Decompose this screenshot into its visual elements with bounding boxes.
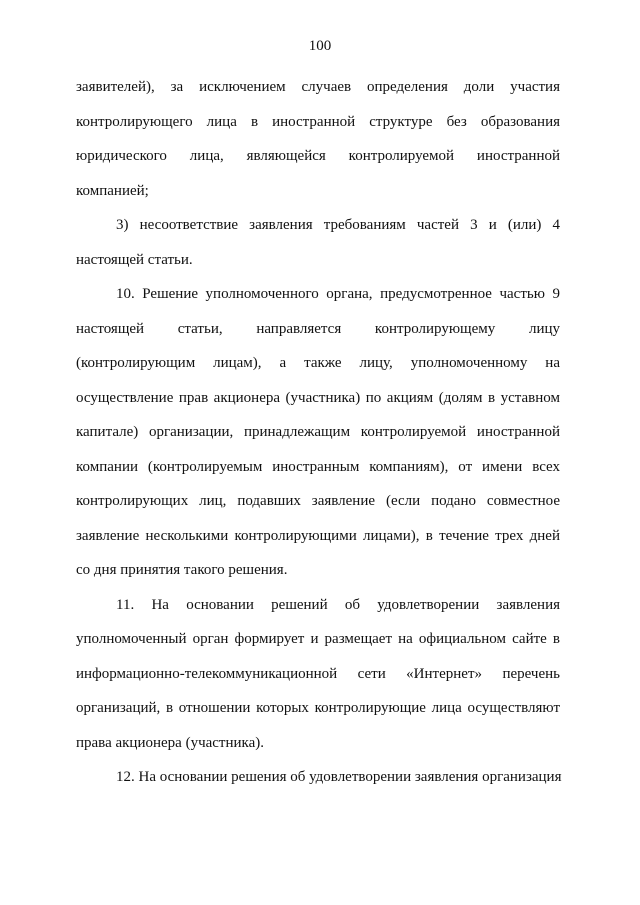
text-line: компанией; <box>76 182 149 199</box>
text-line: компании (контролируемым иностранным компаниям), от имени всех <box>76 458 560 475</box>
text-line: капитале) организации, принадлежащим контролируемой иностранной <box>76 424 560 440</box>
paragraph-item-3 <box>76 208 560 277</box>
text-line: 11. На основании решений об удовлетворении заявления <box>116 596 560 613</box>
text-line: осуществление прав акционера (участника) по акциям (долям в уставном <box>76 389 560 406</box>
text-line: заявление несколькими контролирующими лицами), в течение трех дней <box>76 527 560 544</box>
text-line: настоящей статьи. <box>76 251 193 268</box>
document-body <box>76 70 560 795</box>
paragraph-continuation <box>76 70 560 208</box>
paragraph-section-10 <box>76 277 560 588</box>
paragraph-section-12 <box>76 760 560 795</box>
text-line: 12. На основании решения об удовлетворении заявления организация <box>116 769 562 785</box>
text-line: уполномоченный орган формирует и размещает на официальном сайте в <box>76 631 560 647</box>
paragraph-section-11 <box>76 588 560 761</box>
text-line: контролирующего лица в иностранной структуре без образования <box>76 113 560 130</box>
text-line: со дня принятия такого решения. <box>76 562 288 578</box>
text-line: юридического лица, являющейся контролируемой иностранной <box>76 148 560 164</box>
page-number: 100 <box>308 38 332 54</box>
text-line: настоящей статьи, направляется контролирующему лицу <box>76 320 560 337</box>
text-line: (контролирующим лицам), а также лицу, уполномоченному на <box>76 355 560 371</box>
text-line: права акционера (участника). <box>76 734 264 751</box>
text-line: 10. Решение уполномоченного органа, предусмотренное частью 9 <box>116 286 560 302</box>
text-line: информационно-телекоммуникационной сети «Интернет» перечень <box>76 665 560 682</box>
text-line: контролирующих лиц, подавших заявление (если подано совместное <box>76 493 560 509</box>
text-line: заявителей), за исключением случаев определения доли участия <box>76 79 560 95</box>
text-line: 3) несоответствие заявления требованиям частей 3 и (или) 4 <box>116 217 560 233</box>
text-line: организаций, в отношении которых контролирующие лица осуществляют <box>76 700 560 716</box>
